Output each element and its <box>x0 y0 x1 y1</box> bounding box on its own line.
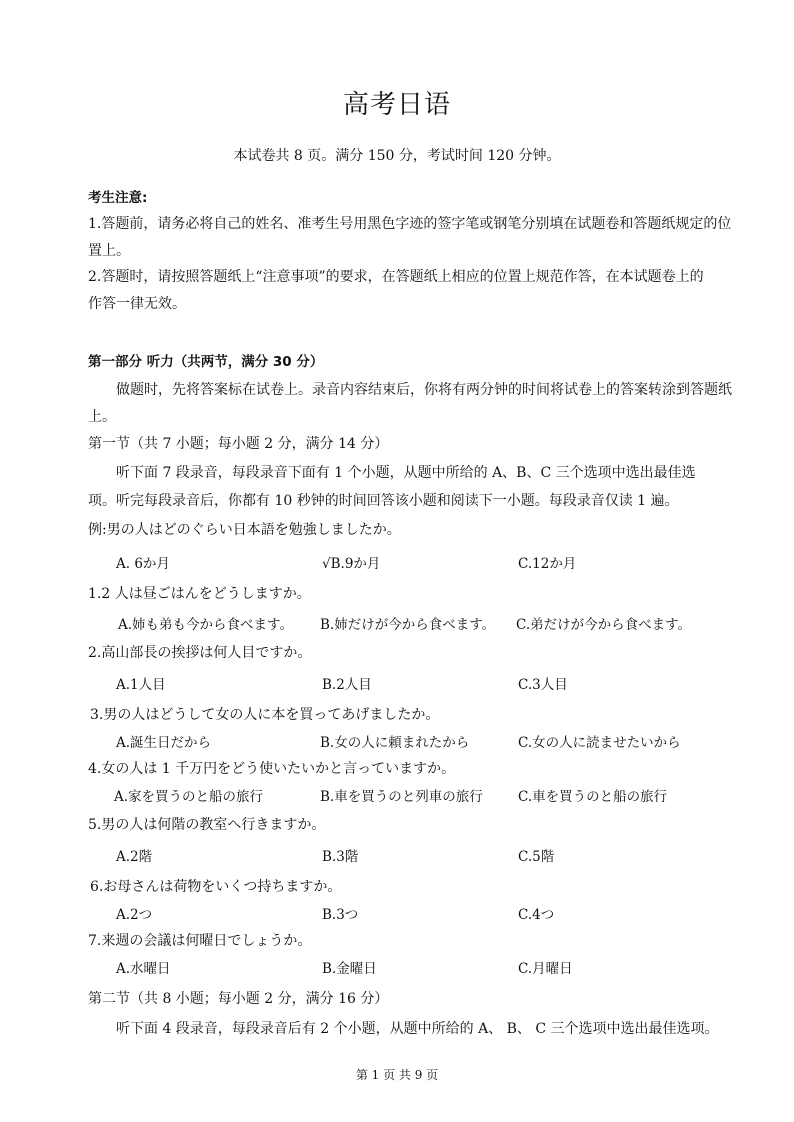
question-5-option-c: C.5階 <box>518 849 555 865</box>
example-option-b: √B.9か月 <box>322 556 381 572</box>
question-1-option-c: C.弟だけが今から食べます。 <box>516 617 692 633</box>
example-question: 例:男の人はどのぐらい日本語を勉強しましたか。 <box>88 522 401 538</box>
question-2-option-b: B.2人目 <box>322 677 372 693</box>
exam-info: 本试卷共 8 页。满分 150 分，考试时间 120 分钟。 <box>233 148 561 164</box>
question-1-option-a: A.姉も弟も今から食べます。 <box>118 617 293 633</box>
question-3-option-b: B.女の人に頼まれたから <box>320 735 470 751</box>
section1-intro-line-1: 听下面 7 段录音，每段录音下面有 1 个小题，从题中所给的 A、B、C 三个选项中选出最佳选 <box>116 465 696 481</box>
question-2: 2.高山部長の挨拶は何人目ですか。 <box>88 645 312 661</box>
question-4: 4.女の人は 1 千万円をどう使いたいかと言っていますか。 <box>88 761 456 777</box>
question-5-option-b: B.3階 <box>322 849 359 865</box>
section1-heading: 第一节（共 7 小题；每小题 2 分，满分 14 分） <box>88 436 389 452</box>
question-4-option-c: C.車を買うのと船の旅行 <box>518 789 668 805</box>
section2-heading: 第二节（共 8 小题；每小题 2 分，满分 16 分） <box>88 991 389 1007</box>
question-3-option-a: A.誕生日だから <box>116 735 212 751</box>
question-2-option-c: C.3人目 <box>518 677 568 693</box>
question-1-option-b: B.姉だけが今から食べます。 <box>320 617 496 633</box>
question-4-option-a: A.家を買うのと船の旅行 <box>114 789 264 805</box>
question-4-option-b: B.車を買うのと列車の旅行 <box>320 789 483 805</box>
question-6-option-a: A.2つ <box>116 907 153 923</box>
question-3-option-c: C.女の人に読ませたいから <box>518 735 681 751</box>
question-7-option-b: B.金曜日 <box>322 961 377 977</box>
question-3: 3.男の人はどうして女の人に本を買ってあげましたか。 <box>90 707 440 723</box>
question-5: 5.男の人は何階の教室へ行きますか。 <box>88 817 326 833</box>
example-option-a: A. 6か月 <box>116 556 170 572</box>
question-5-option-a: A.2階 <box>116 849 153 865</box>
page-number: 第 1 页 共 9 页 <box>355 1068 439 1082</box>
notice-item-1-line-2: 置上。 <box>88 243 130 259</box>
example-option-c: C.12か月 <box>518 556 577 572</box>
notice-heading: 考生注意: <box>88 190 148 206</box>
section1-intro-line-2: 项。听完每段录音后，你都有 10 秒钟的时间回答该小题和阅读下一小题。每段录音仅读 1 遍。 <box>88 493 679 509</box>
section2-intro: 听下面 4 段录音，每段录音后有 2 个小题，从题中所给的 A、 B、 C 三个选项中选出最佳选项。 <box>116 1021 719 1037</box>
question-7: 7.来週の会議は何曜日でしょうか。 <box>88 933 312 949</box>
notice-item-1-line-1: 1.答题前，请务必将自己的姓名、准考生号用黑色字迹的签字笔或钢笔分别填在试题卷和答题纸规定的位 <box>88 216 732 232</box>
part1-intro-line-1: 做题时，先将答案标在试卷上。录音内容结束后，你将有两分钟的时间将试卷上的答案转涂到答题纸 <box>116 382 732 398</box>
question-2-option-a: A.1人目 <box>116 677 166 693</box>
question-7-option-c: C.月曜日 <box>518 961 573 977</box>
notice-item-2-line-1: 2.答题时，请按照答题纸上“注意事项”的要求，在答题纸上相应的位置上规范作答，在本试题卷上的 <box>88 269 704 285</box>
part1-intro-line-2: 上。 <box>88 409 116 425</box>
question-7-option-a: A.水曜日 <box>116 961 171 977</box>
question-6-option-b: B.3つ <box>322 907 359 923</box>
question-6: 6.お母さんは荷物をいくつ持ちますか。 <box>90 879 342 895</box>
part1-heading: 第一部分 听力（共两节，满分 30 分） <box>88 354 324 370</box>
question-1: 1.2 人は昼ごはんをどうしますか。 <box>88 586 311 602</box>
question-6-option-c: C.4つ <box>518 907 555 923</box>
notice-item-2-line-2: 作答一律无效。 <box>88 296 186 312</box>
page-title: 高考日语 <box>342 90 451 120</box>
